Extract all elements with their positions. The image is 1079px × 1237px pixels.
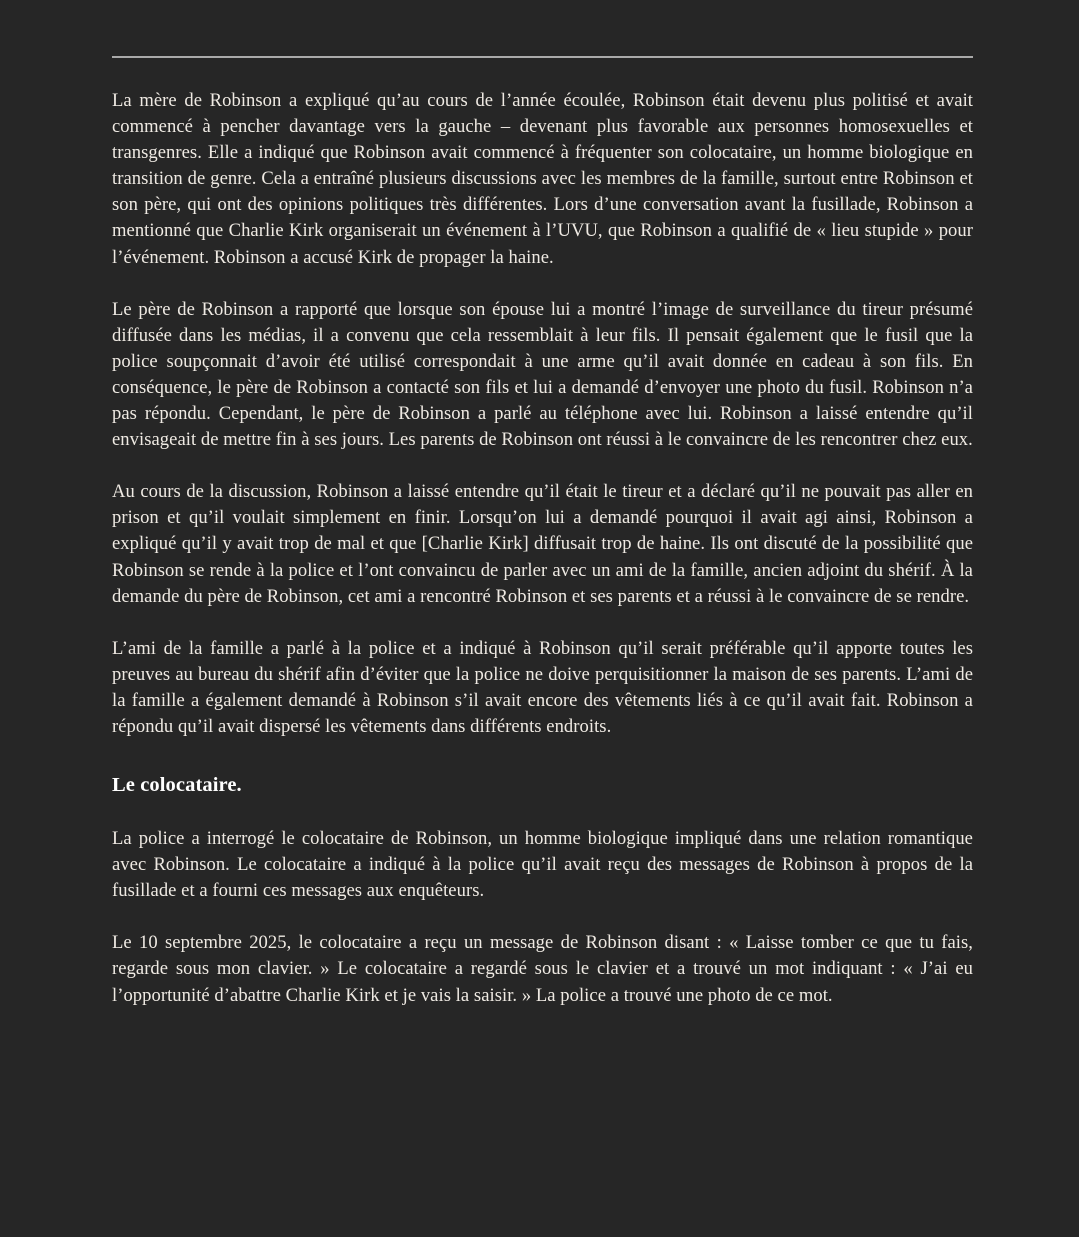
paragraph-father-account: Le père de Robinson a rapporté que lorsque son épouse lui a montré l’image de surveillance du tireur présumé diffusée dans les médias, il a convenu que cela ressemblait à leur fils. Il pensait également que le fusil que la police soupçonnait d’avoir été utilisé correspondait à une arme qu’il avait donnée en cadeau à son fils. En conséquence, le père de Robinson a contacté son fils et lui a demandé d’envoyer une photo du fusil. Robinson n’a pas répondu. Cependant, le père de Robinson a parlé au téléphone avec lui. Robinson a laissé entendre qu’il envisageait de mettre fin à ses jours. Les parents de Robinson ont réussi à le convaincre de les rencontrer chez eux.: [112, 298, 973, 451]
paragraph-keyboard-note: Le 10 septembre 2025, le colocataire a reçu un message de Robinson disant : « Laisse tomber ce que tu fais, regarde sous mon clavier. » Le colocataire a regardé sous le clavier et a trouvé un mot indiquant : « J’ai eu l’opportunité d’abattre Charlie Kirk et je vais la saisir. » La police a trouvé une photo de ce mot.: [112, 932, 973, 1006]
paragraph-family-friend: L’ami de la famille a parlé à la police et a indiqué à Robinson qu’il serait préférable qu’il apporte toutes les preuves au bureau du shérif afin d’éviter que la police ne doive perquisitionner la maison de ses parents. L’ami de la famille a également demandé à Robinson s’il avait encore des vêtements liés à ce qu’il avait fait. Robinson a répondu qu’il avait dispersé les vêtements dans différents endroits.: [112, 637, 973, 737]
section-heading-roommate: Le colocataire.: [112, 774, 242, 797]
document-body: [112, 56, 973, 1009]
top-divider: [112, 56, 973, 58]
paragraph-discussion-confession: Au cours de la discussion, Robinson a laissé entendre qu’il était le tireur et a déclaré qu’il ne pouvait pas aller en prison et qu’il voulait simplement en finir. Lorsqu’on lui a demandé pourquoi il avait agi ainsi, Robinson a expliqué qu’il y avait trop de mal et que [Charlie Kirk] diffusait trop de haine. Ils ont discuté de la possibilité que Robinson se rende à la police et l’ont convaincu de parler avec un ami de la famille, ancien adjoint du shérif. À la demande du père de Robinson, cet ami a rencontré Robinson et ses parents et a réussi à le convaincre de se rendre.: [112, 481, 973, 607]
paragraph-mother-account: La mère de Robinson a expliqué qu’au cours de l’année écoulée, Robinson était devenu plus politisé et avait commencé à pencher davantage vers la gauche – devenant plus favorable aux personnes homosexuelles et transgenres. Elle a indiqué que Robinson avait commencé à fréquenter son colocataire, un homme biologique en transition de genre. Cela a entraîné plusieurs discussions avec les membres de la famille, surtout entre Robinson et son père, qui ont des opinions politiques très différentes. Lors d’une conversation avant la fusillade, Robinson a mentionné que Charlie Kirk organiserait un événement à l’UVU, que Robinson a qualifié de « lieu stupide » pour l’événement. Robinson a accusé Kirk de propager la haine.: [112, 90, 973, 268]
paragraph-roommate-interview: La police a interrogé le colocataire de Robinson, un homme biologique impliqué dans une relation romantique avec Robinson. Le colocataire a indiqué à la police qu’il avait reçu des messages de Robinson à propos de la fusillade et a fourni ces messages aux enquêteurs.: [112, 828, 973, 902]
